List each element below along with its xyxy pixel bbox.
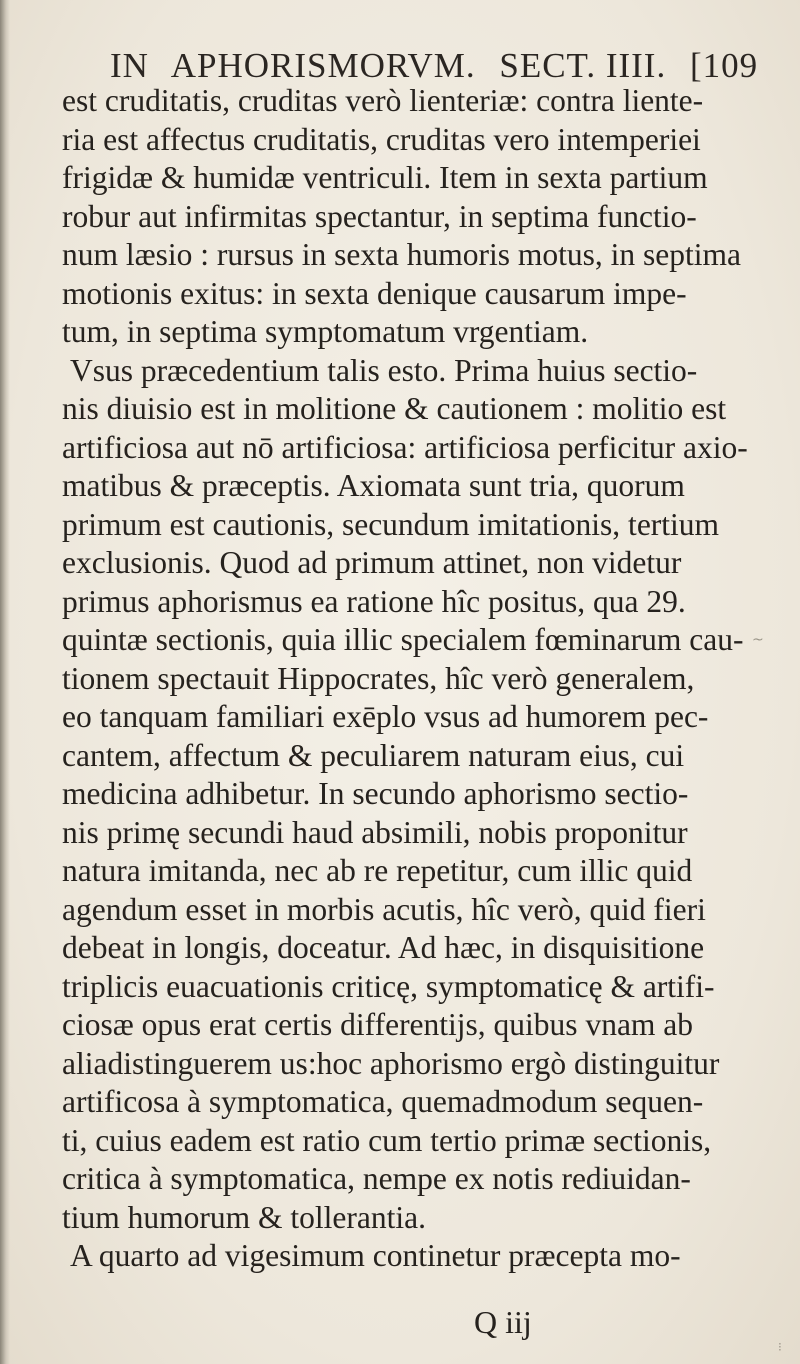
text-line: triplicis euacuationis criticę, symptomaticę & artifi- — [62, 968, 715, 1004]
text-line: A quarto ad vigesimum continetur præcepta mo- — [70, 1238, 681, 1273]
text-line: matibus & præceptis. Axiomata sunt tria, quorum — [62, 468, 685, 503]
text-line: eo tanquam familiari exēplo vsus ad humorem pec- — [62, 699, 709, 734]
text-line: est cruditatis, cruditas verò lienteriæ: contra liente- — [62, 83, 704, 118]
text-line: artificiosa aut nō artificiosa: artificiosa perficitur axio- — [62, 429, 748, 465]
body-text — [62, 82, 748, 1276]
text-line: exclusionis. Quod ad primum attinet, non videtur — [62, 545, 682, 580]
header-prefix: IN — [110, 46, 149, 85]
text-line: aliadistinguerem us:hoc aphorismo ergò distinguitur — [62, 1045, 720, 1081]
text-line: primus aphorismus ea ratione hîc positus, qua 29. — [62, 583, 686, 619]
text-line: num læsio : rursus in sexta humoris motus, in septima — [62, 237, 741, 272]
text-line: frigidæ & humidæ ventriculi. Item in sexta partium — [62, 160, 708, 195]
text-line: ria est affectus cruditatis, cruditas vero intemperiei — [62, 121, 701, 157]
text-line: ti, cuius eadem est ratio cum tertio primæ sectionis, — [62, 1122, 712, 1158]
header-section: SECT. IIII. — [499, 46, 667, 85]
page-number: [109 — [689, 46, 759, 85]
text-line: natura imitanda, nec ab re repetitur, cum illic quid — [62, 853, 693, 888]
text-line: tum, in septima symptomatum vrgentiam. — [62, 314, 589, 349]
text-line: artificosa à symptomatica, quemadmodum sequen- — [62, 1084, 704, 1119]
margin-mark: ⁝ — [778, 1340, 782, 1354]
text-line: Vsus præcedentium talis esto. Prima huius sectio- — [70, 352, 698, 388]
signature-mark: Q iij — [474, 1304, 532, 1340]
header-title: APHORISMORVM. — [170, 46, 476, 85]
text-line: agendum esset in morbis acutis, hîc verò, quid fieri — [62, 891, 706, 927]
text-line: motionis exitus: in sexta denique causarum impe- — [62, 275, 687, 311]
text-line: quintæ sectionis, quia illic specialem fœminarum cau- — [62, 622, 744, 657]
text-line: critica à symptomatica, nempe ex notis rediuidan- — [62, 1161, 691, 1196]
text-line: tium humorum & tollerantia. — [62, 1199, 426, 1235]
text-line: nis primę secundi haud absimili, nobis proponitur — [62, 814, 688, 850]
text-line: primum est cautionis, secundum imitationis, tertium — [62, 506, 720, 542]
text-line: medicina adhibetur. In secundo aphorismo sectio- — [62, 776, 689, 811]
binding-shadow — [0, 0, 10, 1364]
text-line: tionem spectauit Hippocrates, hîc verò generalem, — [62, 660, 695, 696]
margin-mark: ~ — [752, 632, 764, 648]
text-line: cantem, affectum & peculiarem naturam eius, cui — [62, 737, 685, 773]
text-line: robur aut infirmitas spectantur, in septima functio- — [62, 198, 697, 234]
text-line: debeat in longis, doceatur. Ad hæc, in disquisitione — [62, 930, 705, 965]
text-line: ciosæ opus erat certis differentijs, quibus vnam ab — [62, 1007, 694, 1042]
text-line: nis diuisio est in molitione & cautionem : molitio est — [62, 391, 727, 426]
